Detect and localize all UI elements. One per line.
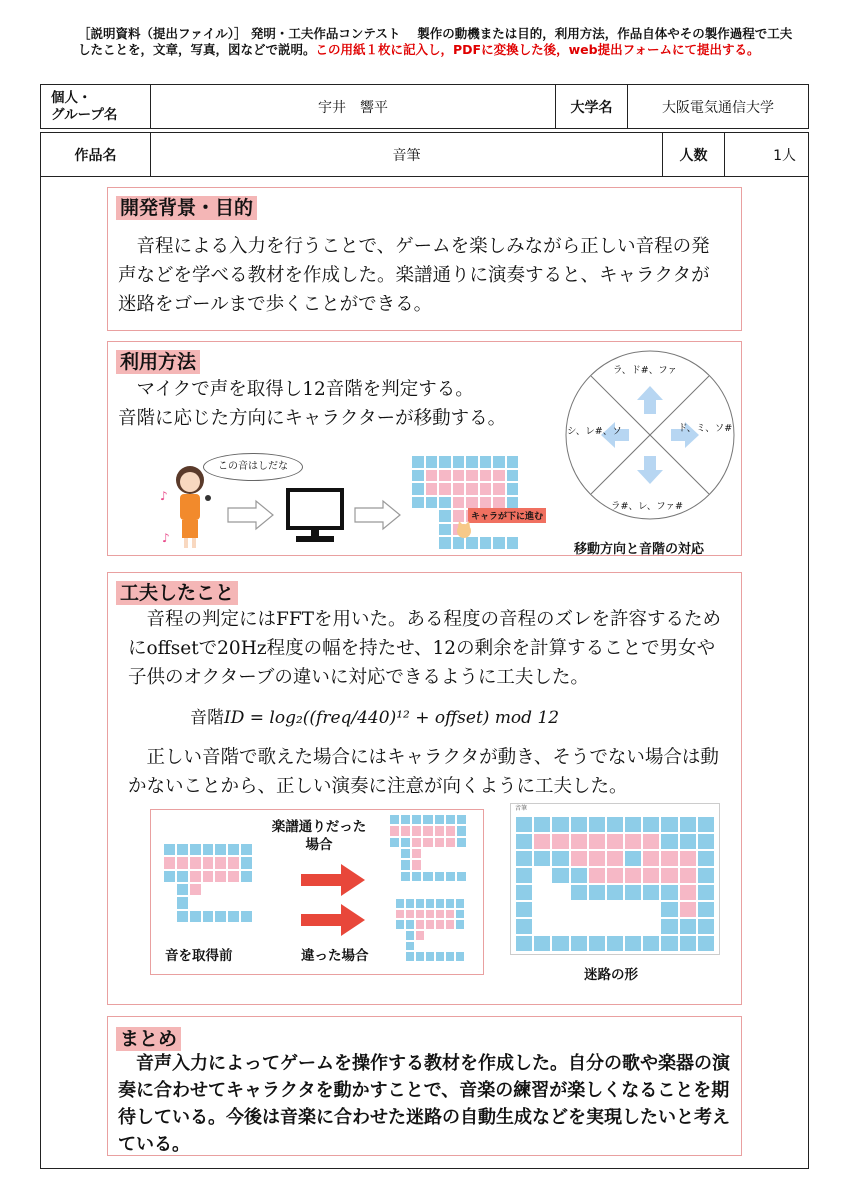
maze-match bbox=[389, 814, 467, 882]
maze-wrong bbox=[395, 898, 465, 962]
red-arrow-icon bbox=[301, 862, 367, 898]
ideas-text1: 音程の判定にはFFTを用いた。ある程度の音程のズレを許容するためにoffsetで20Hz程度の幅を持たせ、12の剰余を計算することで男女や子供のオクターブの違いに対応できるように工夫した。 bbox=[128, 609, 722, 688]
ideas-text2: 正しい音階で歌えた場合にはキャラクタが動き、そうでない場合は動かないことから、正しい演奏に注意が向くように工夫した。 bbox=[128, 747, 719, 797]
comparison-diagram bbox=[150, 809, 484, 975]
section-title: 工夫したこと bbox=[116, 581, 238, 605]
window-title: 音筆 bbox=[515, 805, 528, 812]
maze-label: キャラが下に進む bbox=[468, 508, 546, 523]
dir-left-label: シ、レ#、ソ bbox=[567, 426, 622, 437]
work-value: 音筆 bbox=[151, 133, 663, 177]
section-title: 開発背景・目的 bbox=[116, 196, 257, 220]
arrow-right-icon bbox=[353, 499, 403, 531]
univ-value: 大阪電気通信大学 bbox=[628, 85, 809, 129]
svg-text:♪: ♪ bbox=[160, 489, 168, 503]
work-label: 作品名 bbox=[41, 133, 151, 177]
monitor-icon bbox=[286, 488, 344, 546]
speech-bubble: この音はしだな bbox=[203, 453, 303, 481]
usage-line1: マイクで声を取得し12音階を判定する。 bbox=[118, 379, 474, 400]
usage-section bbox=[107, 341, 742, 556]
summary-section bbox=[107, 1016, 742, 1156]
header-instructions bbox=[78, 26, 798, 58]
dir-down-label: ラ#、レ、ファ# bbox=[611, 501, 683, 512]
count-value: 1人 bbox=[725, 133, 809, 177]
name-value: 宇井 響平 bbox=[151, 85, 556, 129]
section-title: 利用方法 bbox=[116, 350, 200, 374]
ideas-section bbox=[107, 572, 742, 1005]
dir-up-label: ラ、ド#、ファ bbox=[613, 365, 678, 376]
svg-text:♪: ♪ bbox=[162, 531, 170, 545]
caption-before: 音を取得前 bbox=[165, 948, 233, 964]
caption-maze: 迷路の形 bbox=[584, 967, 638, 983]
caption-wrong: 違った場合 bbox=[301, 948, 369, 964]
name-label: 個人・ グループ名 bbox=[41, 85, 151, 129]
maze-window bbox=[510, 803, 720, 955]
count-label: 人数 bbox=[663, 133, 725, 177]
formula bbox=[190, 703, 559, 728]
background-text: 音程による入力を行うことで、ゲームを楽しみながら正しい音程の発声などを学べる教材を作成した。楽譜通りに演奏すると、キャラクタが迷路をゴールまで歩くことができる。 bbox=[118, 236, 710, 315]
maze-before bbox=[163, 843, 253, 923]
red-arrow-icon bbox=[301, 902, 367, 938]
background-section bbox=[107, 187, 742, 331]
univ-label: 大学名 bbox=[556, 85, 628, 129]
caption-match: 楽譜通りだった場合 bbox=[271, 819, 367, 853]
formula-body: ID = log₂((freq/440)¹² + offset) mod 12 bbox=[224, 708, 560, 728]
circle-caption: 移動方向と音階の対応 bbox=[574, 542, 705, 557]
section-title: まとめ bbox=[116, 1027, 181, 1051]
arrow-right-icon bbox=[226, 499, 276, 531]
maze-full bbox=[515, 816, 715, 952]
formula-prefix: 音階 bbox=[190, 708, 224, 728]
dir-right-label: ド、ミ、ソ# bbox=[678, 423, 733, 434]
info-table-1 bbox=[40, 84, 809, 129]
header-text: ［説明資料（提出ファイル）］ 発明・工夫作品コンテスト 製作の動機または目的，利用方法，作品自体やその製作過程で工夫したことを，文章，写真，図などで説明。 bbox=[78, 26, 793, 57]
header-red-text: この用紙１枚に記入し，PDFに変換した後，web提出フォームにて提出する。 bbox=[315, 42, 760, 57]
summary-text: 音声入力によってゲームを操作する教材を作成した。自分の歌や楽器の演奏に合わせてキャラクタを動かすことで、音楽の練習が楽しくなることを期待している。今後は音楽に合わせた迷路の自動生成などを実現したいと考えている。 bbox=[118, 1053, 730, 1155]
info-table-2 bbox=[40, 132, 809, 177]
cat-icon bbox=[454, 520, 474, 540]
usage-line2: 音階に応じた方向にキャラクターが移動する。 bbox=[118, 408, 507, 429]
